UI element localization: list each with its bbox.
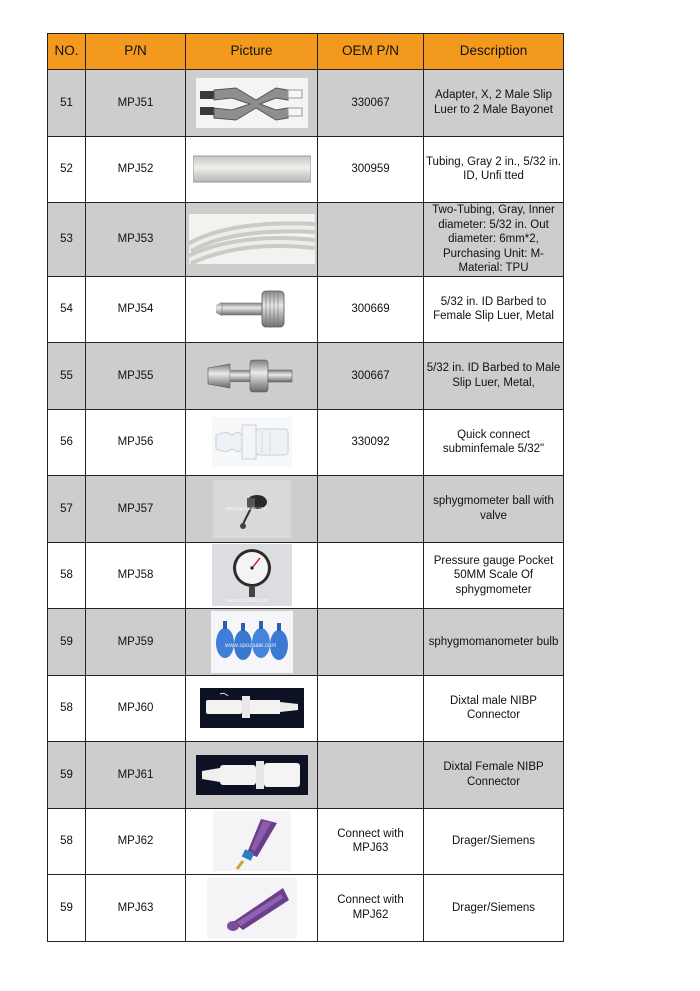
table-row xyxy=(48,343,564,410)
row-description: Drager/Siemens xyxy=(424,875,564,942)
table-row xyxy=(48,808,564,875)
row-no: 59 xyxy=(48,875,86,942)
table-row xyxy=(48,609,564,676)
row-picture xyxy=(186,203,318,277)
table-row xyxy=(48,203,564,277)
row-description: Two-Tubing, Gray, Inner diameter: 5/32 in. Out diameter: 6mm*2, Purchasing Unit: M- Material: TPU xyxy=(424,203,564,277)
header-description: Description xyxy=(424,34,564,70)
row-oem-pn xyxy=(318,742,424,809)
row-description: Drager/Siemens xyxy=(424,808,564,875)
parts-table xyxy=(47,33,564,942)
row-pn: MPJ52 xyxy=(86,136,186,203)
row-no: 52 xyxy=(48,136,86,203)
row-pn: MPJ54 xyxy=(86,276,186,343)
row-oem-pn: 300959 xyxy=(318,136,424,203)
row-no: 54 xyxy=(48,276,86,343)
row-pn: MPJ51 xyxy=(86,70,186,137)
row-no: 56 xyxy=(48,409,86,476)
row-pn: MPJ62 xyxy=(86,808,186,875)
pressure-gauge-icon xyxy=(212,544,292,606)
row-pn: MPJ61 xyxy=(86,742,186,809)
ball-valve-icon xyxy=(213,480,291,538)
row-no: 59 xyxy=(48,742,86,809)
watermark: www.spo2sale.com xyxy=(224,505,268,512)
row-picture xyxy=(186,675,318,742)
row-description: sphygmomanometer bulb xyxy=(424,609,564,676)
row-pn: MPJ53 xyxy=(86,203,186,277)
row-no: 53 xyxy=(48,203,86,277)
table-row xyxy=(48,136,564,203)
header-no: NO. xyxy=(48,34,86,70)
row-oem-pn: Connect with MPJ63 xyxy=(318,808,424,875)
female-connector-icon xyxy=(196,755,308,795)
table-row xyxy=(48,276,564,343)
row-picture xyxy=(186,875,318,942)
row-description: Tubing, Gray 2 in., 5/32 in. ID, Unfi tted xyxy=(424,136,564,203)
blue-bulbs-icon xyxy=(211,611,293,673)
row-pn: MPJ58 xyxy=(86,542,186,609)
row-picture xyxy=(186,343,318,410)
row-no: 58 xyxy=(48,808,86,875)
header-pn: P/N xyxy=(86,34,186,70)
row-pn: MPJ59 xyxy=(86,609,186,676)
table-row xyxy=(48,675,564,742)
row-description: sphygmometer ball with valve xyxy=(424,476,564,543)
header-row xyxy=(48,34,564,70)
table-row xyxy=(48,875,564,942)
table-row xyxy=(48,742,564,809)
row-picture xyxy=(186,476,318,543)
row-oem-pn: Connect with MPJ62 xyxy=(318,875,424,942)
row-description: Dixtal Female NIBP Connector xyxy=(424,742,564,809)
row-no: 55 xyxy=(48,343,86,410)
row-oem-pn: 300669 xyxy=(318,276,424,343)
row-pn: MPJ56 xyxy=(86,409,186,476)
row-oem-pn xyxy=(318,203,424,277)
header-oem-pn: OEM P/N xyxy=(318,34,424,70)
table-row xyxy=(48,476,564,543)
row-picture xyxy=(186,276,318,343)
row-picture xyxy=(186,70,318,137)
row-description: 5/32 in. ID Barbed to Female Slip Luer, Metal xyxy=(424,276,564,343)
row-description: Quick connect subminfemale 5/32" xyxy=(424,409,564,476)
row-description: Dixtal male NIBP Connector xyxy=(424,675,564,742)
row-pn: MPJ55 xyxy=(86,343,186,410)
row-pn: MPJ63 xyxy=(86,875,186,942)
row-pn: MPJ57 xyxy=(86,476,186,543)
purple-connector-icon xyxy=(213,811,291,871)
row-oem-pn: 330067 xyxy=(318,70,424,137)
purple-connector-female-icon xyxy=(207,878,297,938)
row-oem-pn xyxy=(318,609,424,676)
x-adapter-icon xyxy=(196,78,308,128)
watermark: www.spo2sale.com xyxy=(225,598,269,605)
row-pn: MPJ60 xyxy=(86,675,186,742)
barbed-male-luer-icon xyxy=(204,352,300,400)
row-no: 59 xyxy=(48,609,86,676)
header-picture: Picture xyxy=(186,34,318,70)
row-no: 57 xyxy=(48,476,86,543)
row-oem-pn: 300667 xyxy=(318,343,424,410)
table-row xyxy=(48,70,564,137)
table-row xyxy=(48,542,564,609)
row-picture xyxy=(186,609,318,676)
twin-tube-icon xyxy=(189,214,315,264)
row-picture xyxy=(186,542,318,609)
row-picture xyxy=(186,409,318,476)
row-description: Adapter, X, 2 Male Slip Luer to 2 Male Bayonet xyxy=(424,70,564,137)
row-no: 58 xyxy=(48,675,86,742)
row-oem-pn xyxy=(318,476,424,543)
quick-connect-icon xyxy=(212,417,292,467)
row-oem-pn xyxy=(318,675,424,742)
row-oem-pn xyxy=(318,542,424,609)
row-no: 58 xyxy=(48,542,86,609)
row-picture xyxy=(186,136,318,203)
row-oem-pn: 330092 xyxy=(318,409,424,476)
row-no: 51 xyxy=(48,70,86,137)
row-picture xyxy=(186,742,318,809)
table-row xyxy=(48,409,564,476)
row-picture xyxy=(186,808,318,875)
row-description: 5/32 in. ID Barbed to Male Slip Luer, Metal, xyxy=(424,343,564,410)
straight-tube-icon xyxy=(193,154,311,184)
row-description: Pressure gauge Pocket 50MM Scale Of sphygmometer xyxy=(424,542,564,609)
male-connector-icon xyxy=(200,688,304,728)
barbed-female-luer-icon xyxy=(212,285,292,333)
watermark: www.spo2sale.com xyxy=(224,642,276,649)
